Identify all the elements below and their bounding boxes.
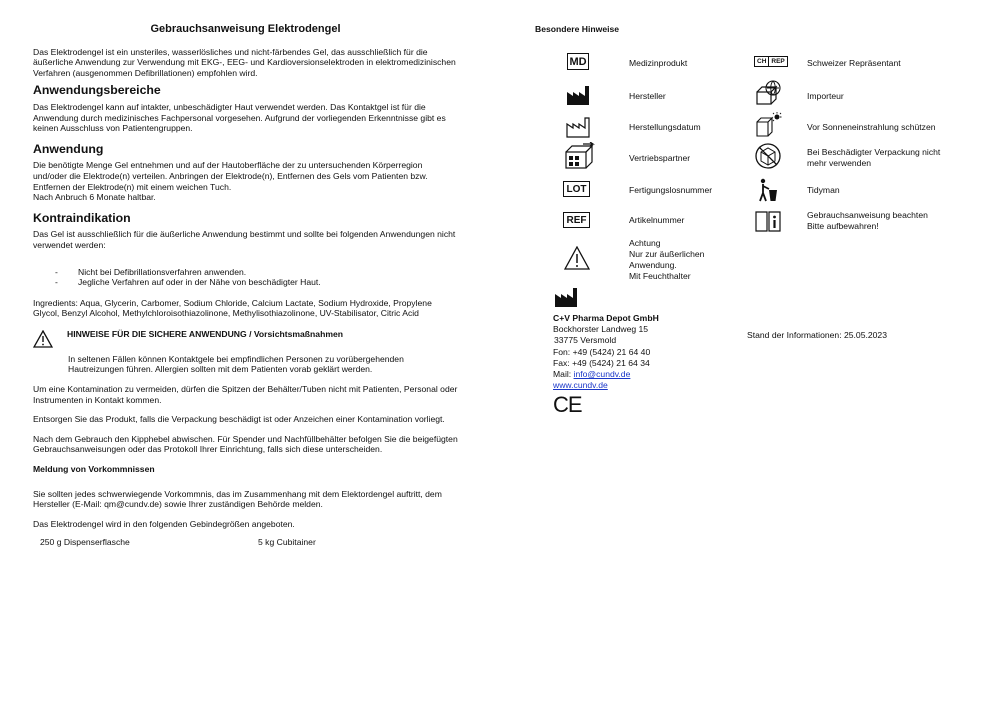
information-date: Stand der Informationen: 25.05.2023	[747, 330, 887, 340]
company-mail-line: Mail: info@cundv.de	[553, 369, 631, 380]
package-sizes	[33, 537, 458, 548]
manufacture-date-icon	[565, 116, 591, 138]
md-icon: MD	[567, 53, 589, 70]
importer-icon	[753, 80, 783, 108]
heading-meldung: Meldung von Vorkommnissen	[33, 464, 155, 475]
heading-anwendung: Anwendung	[33, 141, 104, 156]
symbol-label: Artikelnummer	[629, 215, 685, 225]
kontraindikation-text: Das Gel ist ausschließlich für die äußerliche Anwendung bestimmt und sollte bei folgenden Anwendungen nicht verwendet werden:	[33, 229, 456, 250]
special-notes-title: Besondere Hinweise	[535, 24, 620, 34]
meldung-text: Sie sollten jedes schwerwiegende Vorkommnis, das im Zusammenhang mit dem Elektordengel auftritt, dem Hersteller (E-Mail: qm@cundv.de) sowie Ihrer zuständigen Behörde melden.	[33, 488, 442, 510]
size-dispenser: 250 g Dispenserflasche	[40, 537, 130, 548]
list-item: - Jegliche Verfahren auf oder in der Nähe von beschädigter Haut.	[55, 277, 458, 288]
company-city: 33775 Versmold	[554, 335, 617, 346]
gebinde-text: Das Elektrodengel wird in den folgenden Gebindegrößen angeboten.	[33, 518, 295, 529]
lot-icon: LOT	[563, 181, 590, 197]
ref-icon: REF	[563, 212, 590, 228]
company-street: Bockhorster Landweg 15	[553, 324, 649, 335]
symbol-label: Hersteller	[629, 91, 666, 101]
company-fax: Fax: +49 (5424) 21 64 34	[553, 357, 650, 368]
instructions-icon	[754, 209, 782, 233]
tidyman-icon	[757, 178, 779, 202]
list-item: - Nicht bei Defibrillationsverfahren anwenden.	[55, 267, 458, 278]
distributor-icon	[563, 142, 595, 172]
ce-mark-icon: CE	[553, 392, 582, 417]
anwendungsbereiche-text: Das Elektrodengel kann auf intakter, unbeschädigter Haut verwendet werden. Das Kontaktgel ist für die Anwendung durch medizinisches Fachpersonal vorgesehen. Aufgrund der vorliegenden Erkenntnisse gibt es keinen Ausschluss von Patientengruppen.	[33, 101, 446, 134]
left-column	[33, 24, 458, 548]
symbol-label: Herstellungsdatum	[629, 122, 701, 132]
company-name: C+V Pharma Depot GmbH	[553, 313, 659, 323]
haltbar-text: Nach Anbruch 6 Monate haltbar.	[33, 192, 156, 203]
safety-block	[33, 328, 458, 348]
size-cubitainer: 5 kg Cubitainer	[258, 537, 316, 548]
ingredients-text: Ingredients: Aqua, Glycerin, Carbomer, Sodium Chloride, Calcium Lactate, Sodium Hydroxide, Propylene Glycol, Benzyl Alcohol, Methylchloroisothiazolinone, Methylisothiazolinone, UV-Stabilisator, Citric Acid	[33, 297, 432, 319]
heading-kontraindikation: Kontraindikation	[33, 210, 131, 225]
kipphebel-text: Nach dem Gebrauch den Kipphebel abwischen. Für Spender und Nachfüllbehälter befolgen Sie die beigefügten Gebrauchsanweisungen oder das Protokoll Ihrer Einrichtung, falls sich diese unterscheiden.	[33, 433, 458, 455]
safety-heading: HINWEISE FÜR DIE SICHERE ANWENDUNG / Vorsichtsmaßnahmen	[67, 328, 343, 339]
symbol-label: Tidyman	[807, 185, 840, 195]
symbol-label: Fertigungslosnummer	[629, 185, 713, 195]
symbol-label: Vor Sonneneinstrahlung schützen	[807, 122, 936, 132]
warning-label: Achtung Nur zur äußerlichen Anwendung. Mit Feuchthalter	[629, 238, 705, 281]
intro-text: Das Elektrodengel ist ein unsteriles, wasserlösliches und nicht-färbendes Gel, das ausschließlich für die äußerliche Anwendung zur Verwendung mit EKG-, EEG- und Kardioversionselektroden in elektromedizinischen Verfahren (ausgenommen Defibrillationen) empfohlen wird.	[33, 46, 456, 78]
ch-rep-icon: CH REP	[754, 56, 788, 67]
contraindication-list	[55, 267, 458, 288]
manufacturer-icon	[565, 84, 591, 106]
document-title: Gebrauchsanweisung Elektrodengel	[150, 23, 341, 35]
website-link[interactable]: www.cundv.de	[553, 380, 608, 391]
entsorgen-text: Entsorgen Sie das Produkt, falls die Verpackung beschädigt ist oder Anzeichen einer Kontamination vorliegt.	[33, 414, 445, 425]
kontamination-text: Um eine Kontamination zu vermeiden, dürfen die Spitzen der Behälter/Tuben nicht mit Patienten, Personal oder Instrumenten in Kontakt kommen.	[33, 384, 458, 405]
damaged-package-label: Bei Beschädigter Verpackung nicht mehr verwenden	[807, 147, 941, 168]
symbol-label: Importeur	[807, 91, 844, 101]
symbol-label: Schweizer Repräsentant	[807, 58, 901, 68]
symbol-label: Vertriebspartner	[629, 153, 691, 163]
right-column	[535, 24, 975, 417]
damaged-package-icon	[754, 142, 782, 170]
anwendung-text: Die benötigte Menge Gel entnehmen und auf der Hautoberfläche der zu untersuchenden Körperregion und/oder die Elektrode(n) verteilen. Anbringen der Elektrode(n), Entfernen des Gels vom Patienten bzw. Entfernen der Elektrode(n) mit einem weichen Tuch.	[33, 160, 428, 192]
manufacturer-address	[553, 313, 659, 391]
warning-icon	[564, 246, 590, 270]
email-link[interactable]: info@cundv.de	[573, 369, 631, 380]
warning-icon	[33, 330, 53, 348]
company-phone: Fon: +49 (5424) 21 64 40	[553, 346, 651, 357]
instructions-label: Gebrauchsanweisung beachten Bitte aufbewahren!	[807, 210, 928, 231]
keep-away-sunlight-icon	[753, 112, 783, 138]
heading-anwendungsbereiche: Anwendungsbereiche	[33, 83, 161, 98]
safety-text: In seltenen Fällen können Kontaktgele bei empfindlichen Personen zu vorübergehenden Hautreizungen führen. Allergien sollten mit dem Patienten vorab geklärt werden.	[68, 353, 404, 375]
symbol-label: Medizinprodukt	[629, 58, 688, 68]
manufacturer-icon	[553, 286, 579, 308]
